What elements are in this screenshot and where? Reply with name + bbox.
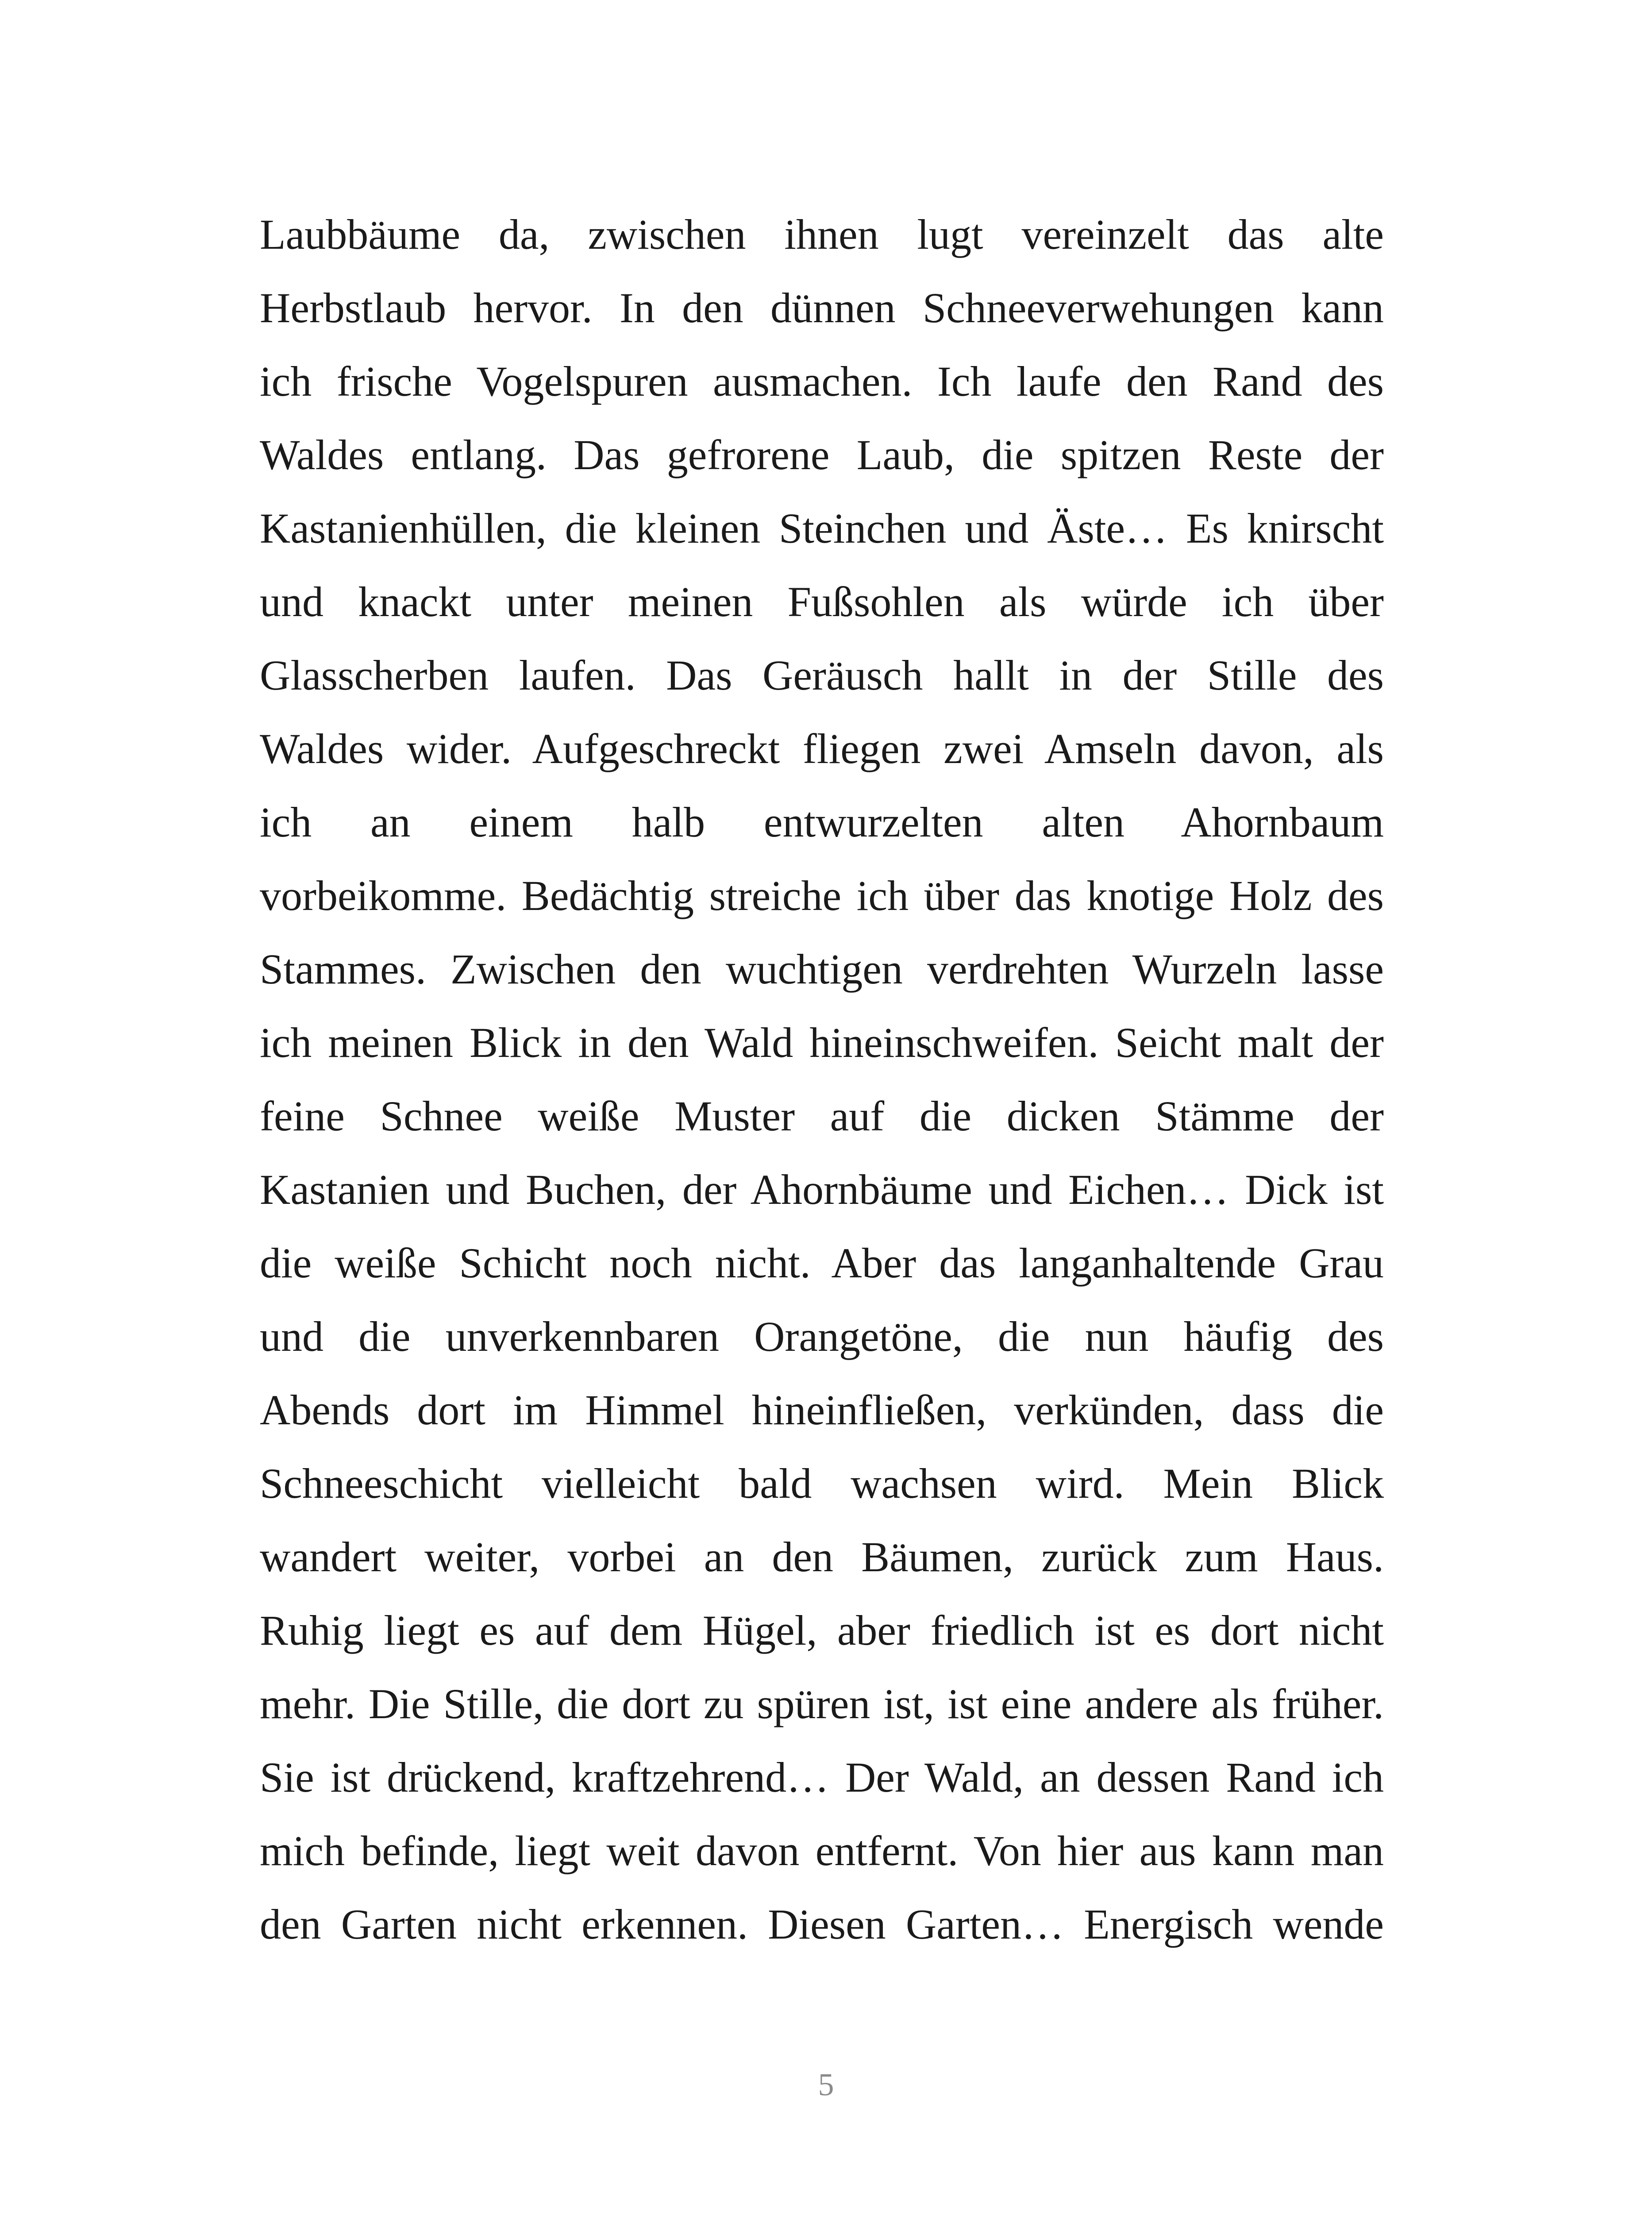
body-text xyxy=(260,198,1384,1961)
text-line: feine Schnee weiße Muster auf die dicken Stämme der xyxy=(260,1092,1384,1140)
text-line: Laubbäume da, zwischen ihnen lugt vereinzelt das alte xyxy=(260,211,1384,258)
text-line: mich befinde, liegt weit davon entfernt. Von hier aus kann man xyxy=(260,1827,1384,1874)
text-line: Waldes wider. Aufgeschreckt fliegen zwei Amseln davon, als xyxy=(260,725,1384,772)
text-line: und knackt unter meinen Fußsohlen als würde ich über xyxy=(260,578,1384,625)
text-line: den Garten nicht erkennen. Diesen Garten… Energisch wende xyxy=(260,1901,1384,1948)
text-line: und die unverkennbaren Orangetöne, die nun häufig des xyxy=(260,1313,1384,1360)
text-line: vorbeikomme. Bedächtig streiche ich über das knotige Holz des xyxy=(260,872,1384,919)
text-line: die weiße Schicht noch nicht. Aber das langanhaltende Grau xyxy=(260,1239,1384,1287)
text-line: wandert weiter, vorbei an den Bäumen, zurück zum Haus. xyxy=(260,1533,1384,1581)
text-line: mehr. Die Stille, die dort zu spüren ist, ist eine andere als früher. xyxy=(260,1680,1384,1727)
text-line: Schneeschicht vielleicht bald wachsen wird. Mein Blick xyxy=(260,1460,1384,1507)
text-line: Herbstlaub hervor. In den dünnen Schneeverwehungen kann xyxy=(260,284,1384,332)
page-number: 5 xyxy=(818,2067,834,2102)
text-line: Abends dort im Himmel hineinfließen, verkünden, dass die xyxy=(260,1386,1384,1434)
text-line: ich meinen Blick in den Wald hineinschweifen. Seicht malt der xyxy=(260,1019,1384,1066)
text-line: Ruhig liegt es auf dem Hügel, aber friedlich ist es dort nicht xyxy=(260,1607,1384,1654)
text-line: Waldes entlang. Das gefrorene Laub, die spitzen Reste der xyxy=(260,431,1384,478)
text-line: ich an einem halb entwurzelten alten Ahornbaum xyxy=(260,798,1384,846)
text-line: ich frische Vogelspuren ausmachen. Ich laufe den Rand des xyxy=(260,358,1384,405)
text-line: Kastanien und Buchen, der Ahornbäume und Eichen… Dick ist xyxy=(260,1166,1384,1213)
text-line: Stammes. Zwischen den wuchtigen verdrehten Wurzeln lasse xyxy=(260,945,1384,993)
text-line: Kastanienhüllen, die kleinen Steinchen und Äste… Es knirscht xyxy=(260,505,1384,552)
text-line: Glasscherben laufen. Das Geräusch hallt in der Stille des xyxy=(260,652,1384,699)
text-line: Sie ist drückend, kraftzehrend… Der Wald, an dessen Rand ich xyxy=(260,1754,1384,1801)
